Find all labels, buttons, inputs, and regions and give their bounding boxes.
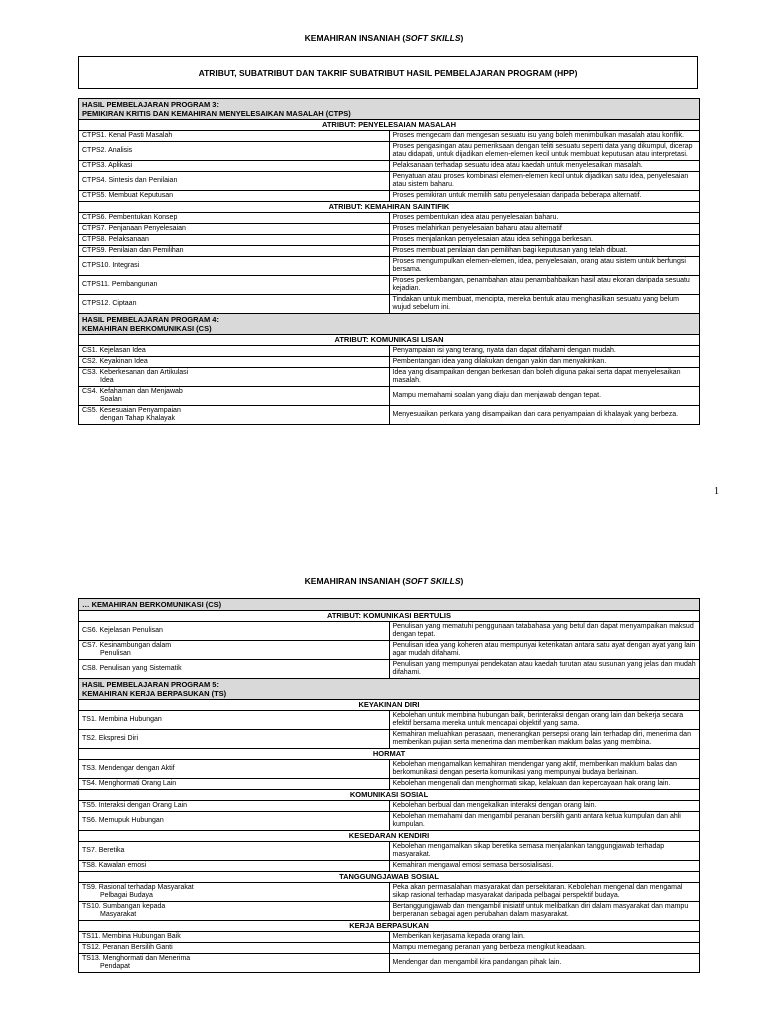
subattribute-label-line: CTPS3. Aplikasi [82, 162, 133, 169]
subattribute-label-line: TS9. Rasional terhadap Masyarakat [82, 884, 194, 891]
subattribute-definition: Mampu memahami soalan yang diaju dan menjawab dengan tepat. [389, 387, 700, 406]
subattribute-label-line: CS2. Keyakinan Idea [82, 358, 148, 365]
subattribute-label-line: CTPS4. Sintesis dan Penilaian [82, 177, 178, 184]
page2-doc-title: KEMAHIRAN INSANIAH (SOFT SKILLS) [304, 576, 464, 586]
subattribute-definition: Pelaksanaan terhadap sesuatu idea atau kaedah untuk menyelesaikan masalah. [389, 161, 700, 172]
subattribute-code [79, 861, 390, 872]
table-row [79, 235, 700, 246]
table-row [79, 161, 700, 172]
attribute-header-row [79, 611, 700, 622]
table-row [79, 191, 700, 202]
subattribute-label-line: Soalan [100, 396, 122, 403]
subattribute-code [79, 276, 390, 295]
subattribute-code [79, 711, 390, 730]
subattribute-label-line: CS6. Kejelasan Penulisan [82, 627, 163, 634]
table-row [79, 346, 700, 357]
subattribute-code [79, 406, 390, 425]
subattribute-code [79, 842, 390, 861]
table-row [79, 730, 700, 749]
subattribute-label-line: TS11. Membina Hubungan Baik [82, 933, 181, 940]
subattribute-label-line: CTPS9. Penilaian dan Pemilihan [82, 247, 184, 254]
subattribute-label-line: dengan Tahap Khalayak [100, 415, 175, 422]
section-title-line: HASIL PEMBELAJARAN PROGRAM 3: [82, 100, 219, 109]
subattribute-definition: Proses melahirkan penyelesaian baharu atau alternatif [389, 224, 700, 235]
table-row [79, 131, 700, 142]
subattribute-definition: Mendengar dan mengambil kira pandangan pihak lain. [389, 954, 700, 973]
table-row [79, 943, 700, 954]
subattribute-label-line: CTPS6. Pembentukan Konsep [82, 214, 178, 221]
subattribute-definition: Proses mengecam dan mengesan sesuatu isu yang boleh menimbulkan masalah atau konflik. [389, 131, 700, 142]
attribute-title: HORMAT [79, 749, 700, 760]
page1-table [78, 98, 700, 425]
attribute-header-row [79, 921, 700, 932]
table-row [79, 276, 700, 295]
subattribute-code [79, 760, 390, 779]
subattribute-definition: Penulisan idea yang koheren atau mempunyai keterikatan antara satu ayat dengan ayat yang lain agar mudah difahami. [389, 641, 700, 660]
subattribute-definition: Bertanggungjawab dan mengambil inisiatif untuk melibatkan diri dalam masyarakat dan mampu berperanan sebagai agen perubahan dalam masyarakat. [389, 902, 700, 921]
subattribute-label-line: CS5. Kesesuaian Penyampaian [82, 407, 181, 414]
subattribute-code [79, 387, 390, 406]
table-row [79, 368, 700, 387]
subattribute-definition: Proses pembentukan idea atau penyelesaian baharu. [389, 213, 700, 224]
subattribute-code [79, 883, 390, 902]
attribute-header-row [79, 872, 700, 883]
subattribute-definition: Tindakan untuk membuat, mencipta, mereka bentuk atau menghasilkan sesuatu yang belum wujud sebelum ini. [389, 295, 700, 314]
subattribute-definition: Kemahiran meluahkan perasaan, menerangkan persepsi orang lain terhadap diri, menerima dan memberikan pujian serta menerima dan memberikan maklum balas yang membina. [389, 730, 700, 749]
subattribute-code [79, 730, 390, 749]
subattribute-label-line: TS6. Memupuk Hubungan [82, 817, 164, 824]
subattribute-code [79, 142, 390, 161]
subattribute-definition: Proses pengasingan atau pemeriksaan dengan teliti sesuatu seperti data yang dikumpul, dicerap atau didapati, untuk dijadikan elemen-elemen kecil untuk membuat keputusan atau interpretasi. [389, 142, 700, 161]
subattribute-definition: Penulisan yang mempunyai pendekatan atau kaedah turutan atau susunan yang jelas dan mudah difahami. [389, 660, 700, 679]
section-header-row [79, 679, 700, 700]
table-row [79, 172, 700, 191]
table-row [79, 779, 700, 790]
attribute-header-row [79, 700, 700, 711]
attribute-header-row [79, 202, 700, 213]
subattribute-label-line: CTPS5. Membuat Keputusan [82, 192, 174, 199]
subattribute-definition: Kebolehan mengamalkan kemahiran mendengar yang aktif, memberikan maklum balas dan berkomunikasi dengan peserta komunikasi yang mempunyai budaya berlainan. [389, 760, 700, 779]
attribute-header-row [79, 120, 700, 131]
subattribute-label-line: Masyarakat [100, 911, 137, 918]
subattribute-definition: Proses perkembangan, penambahan atau penambahbaikan hasil atau ekoran daripada sesuatu kejadian. [389, 276, 700, 295]
table-row [79, 842, 700, 861]
table-row [79, 213, 700, 224]
subattribute-label-line: TS12. Peranan Bersilih Ganti [82, 944, 173, 951]
subattribute-label-line: Pelbagai Budaya [100, 892, 153, 899]
table-row [79, 622, 700, 641]
table-row [79, 760, 700, 779]
subattribute-code [79, 224, 390, 235]
subattribute-definition: Menyesuaikan perkara yang disampaikan dan cara penyampaian di khalayak yang berbeza. [389, 406, 700, 425]
attribute-header-row [79, 335, 700, 346]
subattribute-code [79, 932, 390, 943]
subattribute-code [79, 246, 390, 257]
table-row [79, 641, 700, 660]
attribute-title: ATRIBUT: PENYELESAIAN MASALAH [79, 120, 700, 131]
section-header-row [79, 314, 700, 335]
section-header-row [79, 99, 700, 120]
subattribute-definition: Proses membuat penilaian dan pemilihan bagi keputusan yang telah dibuat. [389, 246, 700, 257]
table-row [79, 224, 700, 235]
subattribute-definition: Proses pemikiran untuk memilih satu penyelesaian daripada beberapa alternatif. [389, 191, 700, 202]
subattribute-code [79, 641, 390, 660]
table-row [79, 660, 700, 679]
section-title-line: HASIL PEMBELAJARAN PROGRAM 4: [82, 315, 219, 324]
subattribute-code [79, 131, 390, 142]
attribute-header-row [79, 749, 700, 760]
subattribute-definition: Kemahiran mengawal emosi semasa bersosialisasi. [389, 861, 700, 872]
subattribute-code [79, 346, 390, 357]
table-row [79, 801, 700, 812]
table-row [79, 246, 700, 257]
subattribute-code [79, 779, 390, 790]
attribute-title: ATRIBUT: KOMUNIKASI LISAN [79, 335, 700, 346]
subattribute-label-line: TS3. Mendengar dengan Aktif [82, 765, 175, 772]
subattribute-label-line: CTPS8. Pelaksanaan [82, 236, 149, 243]
subattribute-label-line: CTPS10. Integrasi [82, 262, 140, 269]
subattribute-code [79, 660, 390, 679]
subattribute-definition: Penyatuan atau proses kombinasi elemen-elemen kecil untuk dijadikan satu idea, penyelesaian atau sistem baharu. [389, 172, 700, 191]
table-row [79, 932, 700, 943]
subattribute-definition: Kebolehan untuk membina hubungan baik, berinteraksi dengan orang lain dan bekerja secara efektif bersama mereka untuk mencapai objektif yang sama. [389, 711, 700, 730]
subattribute-label-line: TS13. Menghormati dan Menerima [82, 955, 191, 962]
table-row [79, 883, 700, 902]
subattribute-label-line: TS10. Sumbangan kepada [82, 903, 166, 910]
attribute-title: KOMUNIKASI SOSIAL [79, 790, 700, 801]
table-row [79, 387, 700, 406]
subattribute-label-line: CS1. Kejelasan Idea [82, 347, 146, 354]
section-title-line: HASIL PEMBELAJARAN PROGRAM 5: [82, 680, 219, 689]
subattribute-definition: Kebolehan berbual dan mengekalkan interaksi dengan orang lain. [389, 801, 700, 812]
subattribute-definition: Kebolehan mengamalkan sikap beretika semasa menjalankan tanggungjawab terhadap masyarakat. [389, 842, 700, 861]
table-row [79, 954, 700, 973]
section-header-row [79, 599, 700, 611]
subattribute-definition: Mampu memegang peranan yang berbeza mengikut keadaan. [389, 943, 700, 954]
attribute-title: ATRIBUT: KEMAHIRAN SAINTIFIK [79, 202, 700, 213]
subattribute-code [79, 191, 390, 202]
subattribute-label-line: CTPS7. Penjanaan Penyelesaian [82, 225, 186, 232]
subattribute-label-line: CS4. Kefahaman dan Menjawab [82, 388, 183, 395]
subattribute-definition: Proses mengumpulkan elemen-elemen, idea, penyelesaian, orang atau sistem untuk berfungsi bersama. [389, 257, 700, 276]
subattribute-code [79, 213, 390, 224]
section-title-line: … KEMAHIRAN BERKOMUNIKASI (CS) [82, 600, 222, 609]
subattribute-label-line: Idea [100, 377, 114, 384]
subattribute-definition: Memberikan kerjasama kepada orang lain. [389, 932, 700, 943]
subattribute-label-line: TS2. Ekspresi Diri [82, 735, 139, 742]
table-row [79, 142, 700, 161]
table-row [79, 357, 700, 368]
subattribute-code [79, 357, 390, 368]
table-row [79, 406, 700, 425]
subattribute-code [79, 235, 390, 246]
page1-doc-title: KEMAHIRAN INSANIAH (SOFT SKILLS) [304, 33, 464, 43]
subattribute-code [79, 812, 390, 831]
attribute-header-row [79, 790, 700, 801]
subattribute-label-line: TS7. Beretika [82, 847, 125, 854]
subattribute-code [79, 257, 390, 276]
subattribute-label-line: TS8. Kawalan emosi [82, 862, 147, 869]
subattribute-definition: Idea yang disampaikan dengan berkesan dan boleh diguna pakai serta dapat menyelesaikan masalah. [389, 368, 700, 387]
subattribute-code [79, 172, 390, 191]
subattribute-code [79, 902, 390, 921]
subattribute-code [79, 622, 390, 641]
subattribute-definition: Proses menjalankan penyelesaian atau idea sehingga berkesan. [389, 235, 700, 246]
subattribute-code [79, 161, 390, 172]
subattribute-label-line: TS5. Interaksi dengan Orang Lain [82, 802, 188, 809]
subattribute-label-line: CS7. Kesinambungan dalam [82, 642, 172, 649]
section-title-line: PEMIKIRAN KRITIS DAN KEMAHIRAN MENYELESAIKAN MASALAH (CTPS) [82, 109, 351, 118]
section-title-line: KEMAHIRAN BERKOMUNIKASI (CS) [82, 324, 212, 333]
subattribute-definition: Peka akan permasalahan masyarakat dan persekitaran. Kebolehan mengenal dan mengamal sikap rasional terhadap masyarakat daripada pelbagai perspektif budaya. [389, 883, 700, 902]
subattribute-definition: Kebolehan mengenali dan menghormati sikap, kelakuan dan kepercayaan hak orang lain. [389, 779, 700, 790]
table-row [79, 812, 700, 831]
subattribute-label-line: TS1. Membina Hubungan [82, 716, 162, 723]
subattribute-label-line: CTPS12. Ciptaan [82, 300, 137, 307]
attribute-title: TANGGUNGJAWAB SOSIAL [79, 872, 700, 883]
attribute-header-row [79, 831, 700, 842]
table-row [79, 295, 700, 314]
subattribute-label-line: CS8. Penulisan yang Sistematik [82, 665, 182, 672]
subattribute-definition: Penulisan yang mematuhi penggunaan tatabahasa yang betul dan dapat menyampaikan maksud dengan tepat. [389, 622, 700, 641]
subattribute-label-line: CTPS1. Kenal Pasti Masalah [82, 132, 173, 139]
attribute-title: ATRIBUT: KOMUNIKASI BERTULIS [79, 611, 700, 622]
subattribute-code [79, 295, 390, 314]
attribute-title: KESEDARAN KENDIRI [79, 831, 700, 842]
subattribute-label-line: CS3. Keberkesanan dan Artikulasi [82, 369, 189, 376]
subattribute-label-line: CTPS2. Analisis [82, 147, 133, 154]
subattribute-definition: Pembentangan idea yang dilakukan dengan yakin dan menyakinkan. [389, 357, 700, 368]
attribute-title: KEYAKINAN DIRI [79, 700, 700, 711]
subattribute-definition: Kebolehan memahami dan mengambil peranan bersilih ganti antara ketua kumpulan dan ahli kumpulan. [389, 812, 700, 831]
subattribute-definition: Penyampaian isi yang terang, nyata dan dapat difahami dengan mudah. [389, 346, 700, 357]
subattribute-label-line: TS4. Menghormati Orang Lain [82, 780, 177, 787]
page-number: 1 [714, 486, 719, 497]
subattribute-code [79, 368, 390, 387]
table-row [79, 257, 700, 276]
subattribute-label-line: CTPS11. Pembangunan [82, 281, 158, 288]
page2-table [78, 598, 700, 973]
subattribute-code [79, 943, 390, 954]
subattribute-label-line: Penulisan [100, 650, 131, 657]
section-title-line: KEMAHIRAN KERJA BERPASUKAN (TS) [82, 689, 227, 698]
subattribute-code [79, 954, 390, 973]
subattribute-code [79, 801, 390, 812]
hpp-box-title: ATRIBUT, SUBATRIBUT DAN TAKRIF SUBATRIBUT HASIL PEMBELAJARAN PROGRAM (HPP) [78, 56, 698, 89]
attribute-title: KERJA BERPASUKAN [79, 921, 700, 932]
table-row [79, 861, 700, 872]
table-row [79, 902, 700, 921]
table-row [79, 711, 700, 730]
subattribute-label-line: Pendapat [100, 963, 130, 970]
